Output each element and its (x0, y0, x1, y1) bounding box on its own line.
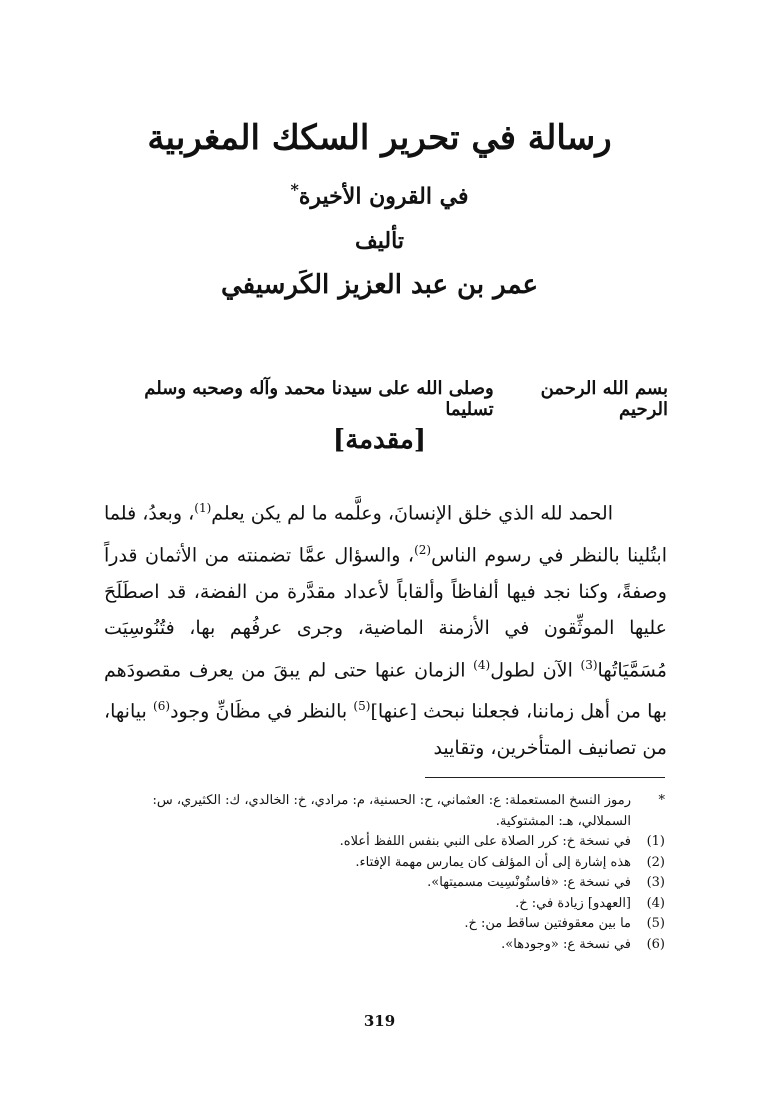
text-run: ، وبعدُ، فلما ابتُلينا بالنظر في رسوم الناس (104, 502, 667, 567)
subtitle (0, 180, 759, 209)
section-heading: [مقدمة] (332, 425, 427, 455)
footnote-item (104, 935, 667, 956)
footnote-ref: (3) (580, 657, 598, 672)
author-name: عمر بن عبد العزيز الكَرسيفي (220, 270, 539, 300)
footnote-item (104, 914, 667, 935)
page-number: 319 (363, 1012, 396, 1030)
footnote-mark: * (658, 793, 665, 808)
text-run: الزمان عنها حتى لم يبقَ من يعرف مقصودَهم بها من أهل زماننا، فجعلنا نبحث [عنها] (104, 658, 667, 723)
text-run: الآن لطول (490, 658, 581, 681)
footnote-ref: (1) (194, 501, 212, 515)
footnote-item (104, 873, 667, 894)
footnote-item (104, 791, 667, 832)
footnote-mark: (1) (646, 834, 665, 849)
subtitle-footnote-marker: * (290, 180, 299, 199)
footnote-ref: (6) (153, 699, 171, 714)
footnote-text: هذه إشارة إلى أن المؤلف كان يمارس مهمة الإفتاء. (355, 854, 631, 870)
footnote-ref: (2) (414, 542, 432, 557)
footnote-ref: (5) (353, 699, 371, 714)
paragraph (104, 490, 667, 767)
salutation: وصلى الله على سيدنا محمد وآله وصحبه وسلم تسليما (144, 378, 494, 420)
footnote-text: ما بين معقوفتين ساقط من: خ. (464, 916, 631, 931)
footnote-text: في نسخة ع: «وجودها». (501, 936, 631, 952)
footnote-item (104, 832, 667, 853)
body-paragraph (104, 490, 667, 767)
footnote-text: [العهدو] زيادة في: خ. (515, 895, 631, 911)
footnote-mark: (5) (646, 916, 665, 931)
opening-line (108, 378, 668, 420)
footnote-ref: (4) (473, 657, 491, 672)
subtitle-text: في القرون الأخيرة (298, 183, 469, 210)
footnote-text: في نسخة خ: كرر الصلاة على النبي بنفس اللفظ أعلاه. (339, 834, 631, 849)
footnote-text: في نسخة ع: «فاستُونْسِيت مسميتها». (427, 875, 631, 890)
text-run: الحمد لله الذي خلق الإنسانَ، وعلَّمه ما لم يكن يعلم (211, 502, 613, 525)
text-run: بالنظر في مظَانِّ وجود (170, 700, 354, 723)
footnotes (104, 791, 667, 955)
footnote-divider (425, 777, 665, 778)
basmala: بسم الله الرحمن الرحيم (540, 378, 668, 420)
footnote-text: رموز النسخ المستعملة: ع: العثماني، ح: الحسنية، م: مرادي، خ: الخالدي، ك: الكثيري، س: السملالي، هـ: المشتوكية. (152, 793, 631, 829)
footnote-mark: (4) (646, 895, 665, 911)
text-run: ، والسؤال عمَّا تضمنته من الأثمان قدراً وصفةً، وكنا نجد فيها ألفاظاً وألقاباً لأعداد مقدَّرة من الفضة، قد اصطَلَحَ عليها الموثِّقون في الأزمنة الماضية، وجرى عرفُهم بها، فتُنُوسِيَت مُسَمَّيَاتُها (104, 544, 667, 681)
footnote-mark: (6) (646, 936, 665, 952)
footnote-item (104, 894, 667, 915)
text-run: بيانها، من تصانيف المتأخرين، وتقاييد (104, 700, 667, 760)
author-label: تأليف (355, 228, 404, 254)
footnote-mark: (3) (646, 875, 665, 890)
footnote-mark: (2) (646, 854, 665, 870)
footnote-item (104, 853, 667, 874)
page-title: رسالة في تحرير السكك المغربية (147, 118, 612, 158)
